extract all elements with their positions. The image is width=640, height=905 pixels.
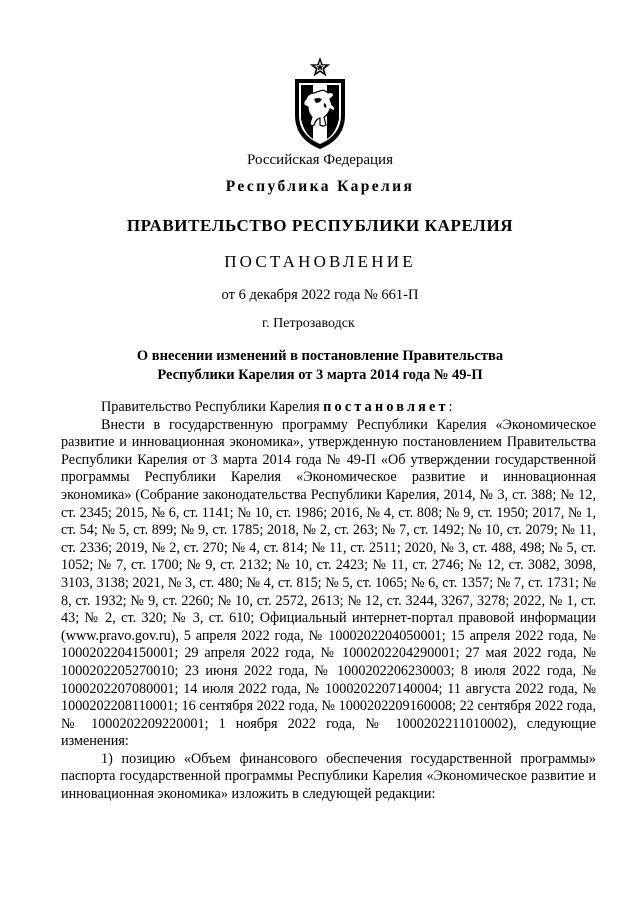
country-name: Российская Федерация xyxy=(247,152,393,168)
intro-verb: постановляет xyxy=(323,399,449,415)
document-type: ПОСТАНОВЛЕНИЕ xyxy=(224,252,416,271)
document-date-number: от 6 декабря 2022 года № 661-П xyxy=(221,287,419,303)
document-subject xyxy=(0,347,640,385)
government-title: ПРАВИТЕЛЬСТВО РЕСПУБЛИКИ КАРЕЛИЯ xyxy=(126,216,514,235)
main-paragraph: Внести в государственную программу Республики Карелия «Экономическое развитие и инновационная экономика», утвержденную постановлением Правительства Республики Карелия от 3 марта 2014 года № 49-П «Об утверждении государственной программы Республики Карелия «Экономическое развитие и инновационная экономика» (Собрание законодательства Республики Карелия, 2014, № 3, ст. 388; № 12, ст. 2345; 2015, № 6, ст. 1141; № 10, ст. 1986; 2016, № 4, ст. 808; № 9, ст. 1950; 2017, № 1, ст. 54; № 5, ст. 899; № 9, ст. 1785; 2018, № 2, ст. 263; № 7, ст. 1492; № 10, ст. 2079; № 11, ст. 2336; 2019, № 2, ст. 270; № 4, ст. 814; № 11, ст. 2511; 2020, № 3, ст. 488, 498; № 5, ст. 1052; № 7, ст. 1700; № 9, ст. 2132; № 10, ст. 2423; № 11, ст. 2746; № 12, ст. 3082, 3098, 3103, 3138; 2021, № 3, ст. 480; № 4, ст. 815; № 5, ст. 1065; № 6, ст. 1357; № 7, ст. 1731; № 8, ст. 1932; № 9, ст. 2260; № 10, ст. 2572, 2613; № 12, ст. 3244, 3267, 3278; 2022, № 1, ст. 43; № 2, ст. 320; № 3, ст. 610; Официальный интернет-портал правовой информации (www.pravo.gov.ru), 5 апреля 2022 года, № 1000202204050001; 15 апреля 2022 года, № 1000202204150001; 29 апреля 2022 года, № 1000202204290001; 27 мая 2022 года, № 1000202205270010; 23 июня 2022 года, № 1000202206230003; 8 июля 2022 года, № 1000202207080001; 14 июля 2022 года, № 1000202207140004; 11 августа 2022 года, № 1000202208110001; 16 сентября 2022 года, № 1000202209160008; 22 сентября 2022 года, № 1000202209220001; 1 ноября 2022 года, № 1000202211010002), следующие изменения: xyxy=(61,416,596,750)
republic-name: Республика Карелия xyxy=(225,178,415,195)
document-city: г. Петрозаводск xyxy=(262,316,355,331)
intro-prefix: Правительство Республики Карелия xyxy=(101,399,324,415)
subject-line-2: Республики Карелия от 3 марта 2014 года № 49-П xyxy=(157,367,483,383)
intro-paragraph xyxy=(61,399,596,417)
document-body xyxy=(61,399,596,804)
subject-line-1: О внесении изменений в постановление Правительства xyxy=(136,348,504,364)
intro-suffix: : xyxy=(448,399,453,415)
item-1-paragraph: 1) позицию «Объем финансового обеспечения государственной программы» паспорта государственной программы Республики Карелия «Экономическое развитие и инновационная экономика» изложить в следующей редакции: xyxy=(61,750,596,803)
karelia-coat-of-arms-icon xyxy=(290,55,350,151)
